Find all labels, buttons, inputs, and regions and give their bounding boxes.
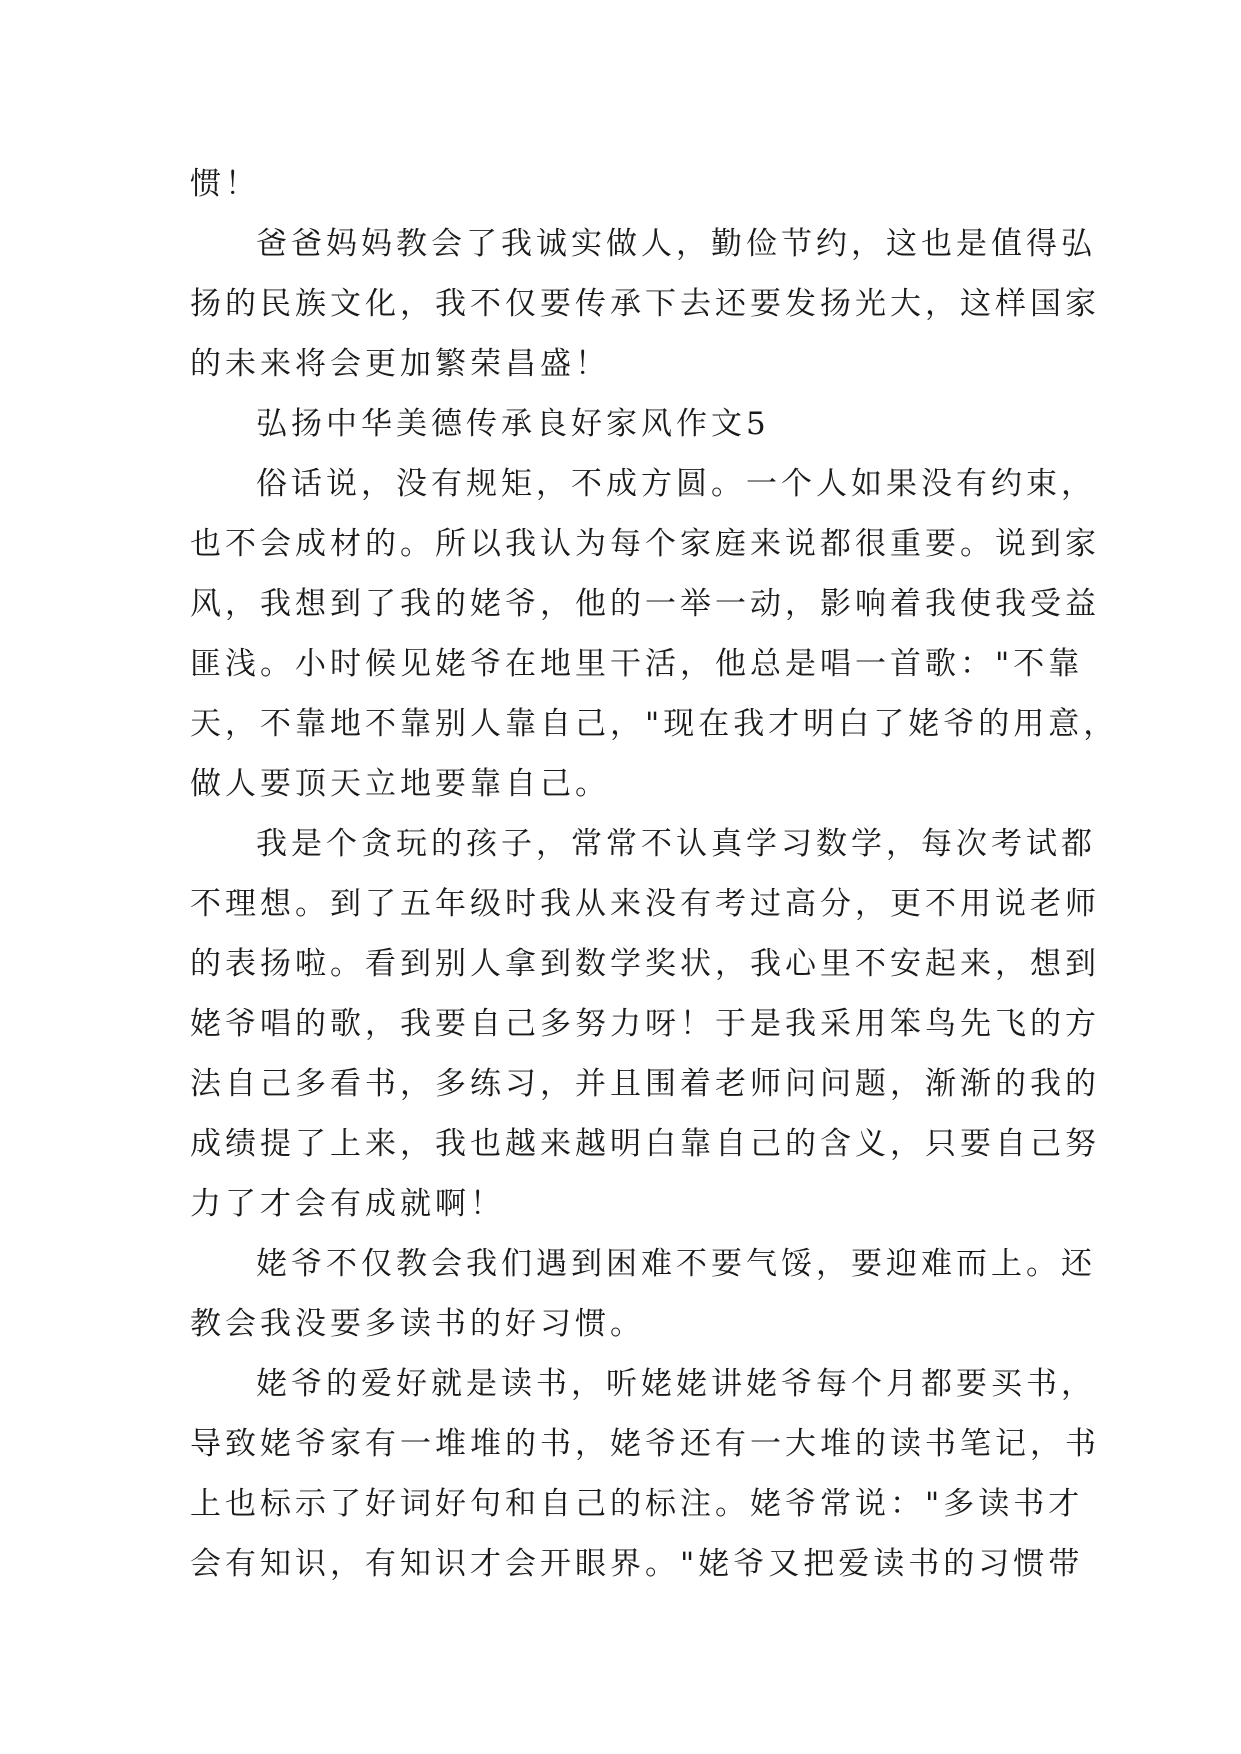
text-line: 姥爷不仅教会我们遇到困难不要气馁，要迎难而上。还 xyxy=(256,1246,1096,1282)
paragraph-math-study xyxy=(190,814,1100,1234)
text-line: 的表扬啦。看到别人拿到数学奖状，我心里不安起来，想到 xyxy=(190,946,1100,982)
text-line: 上也标示了好词好句和自己的标注。姥爷常说："多读书才 xyxy=(190,1486,1084,1522)
text-line: 做人要顶天立地要靠自己。 xyxy=(190,766,610,802)
text-line: 也不会成材的。所以我认为每个家庭来说都很重要。说到家 xyxy=(190,526,1100,562)
text-line: 教会我没要多读书的好习惯。 xyxy=(190,1306,645,1342)
text-line: 成绩提了上来，我也越来越明白靠自己的含义，只要自己努 xyxy=(190,1126,1100,1162)
text-line: 扬的民族文化，我不仅要传承下去还要发扬光大，这样国家 xyxy=(190,286,1100,322)
text-line: 会有知识，有知识才会开眼界。"姥爷又把爱读书的习惯带 xyxy=(190,1546,1084,1582)
text-line: 的未来将会更加繁荣昌盛！ xyxy=(190,346,610,382)
essay-title xyxy=(190,394,1070,454)
text-line: 匪浅。小时候见姥爷在地里干活，他总是唱一首歌："不靠 xyxy=(190,646,1084,682)
paragraph-parents-teaching xyxy=(190,214,1100,394)
text-line: 姥爷唱的歌，我要自己多努力呀！于是我采用笨鸟先飞的方 xyxy=(190,1006,1100,1042)
essay-title-text: 弘扬中华美德传承良好家风作文5 xyxy=(256,406,770,442)
text-line: 力了才会有成就啊！ xyxy=(190,1186,505,1222)
paragraph-perseverance xyxy=(190,1234,1096,1354)
text-line: 天，不靠地不靠别人靠自己，"现在我才明白了姥爷的用意， xyxy=(190,706,1119,742)
paragraph-rules xyxy=(190,454,1119,814)
text-line: 我是个贪玩的孩子，常常不认真学习数学，每次考试都 xyxy=(256,826,1096,862)
text-line: 风，我想到了我的姥爷，他的一举一动，影响着我使我受益 xyxy=(190,586,1100,622)
document-body xyxy=(190,154,1119,1594)
text-line: 俗话说，没有规矩，不成方圆。一个人如果没有约束， xyxy=(256,466,1096,502)
text-line: 爸爸妈妈教会了我诚实做人，勤俭节约，这也是值得弘 xyxy=(256,226,1096,262)
paragraph-reading xyxy=(190,1354,1100,1594)
paragraph-continuation xyxy=(190,154,1070,214)
text-line: 法自己多看书，多练习，并且围着老师问问题，渐渐的我的 xyxy=(190,1066,1100,1102)
text-line: 不理想。到了五年级时我从来没有考过高分，更不用说老师 xyxy=(190,886,1100,922)
text-line: 惯！ xyxy=(190,166,260,202)
text-line: 导致姥爷家有一堆堆的书，姥爷还有一大堆的读书笔记，书 xyxy=(190,1426,1100,1462)
text-line: 姥爷的爱好就是读书，听姥姥讲姥爷每个月都要买书， xyxy=(256,1366,1096,1402)
